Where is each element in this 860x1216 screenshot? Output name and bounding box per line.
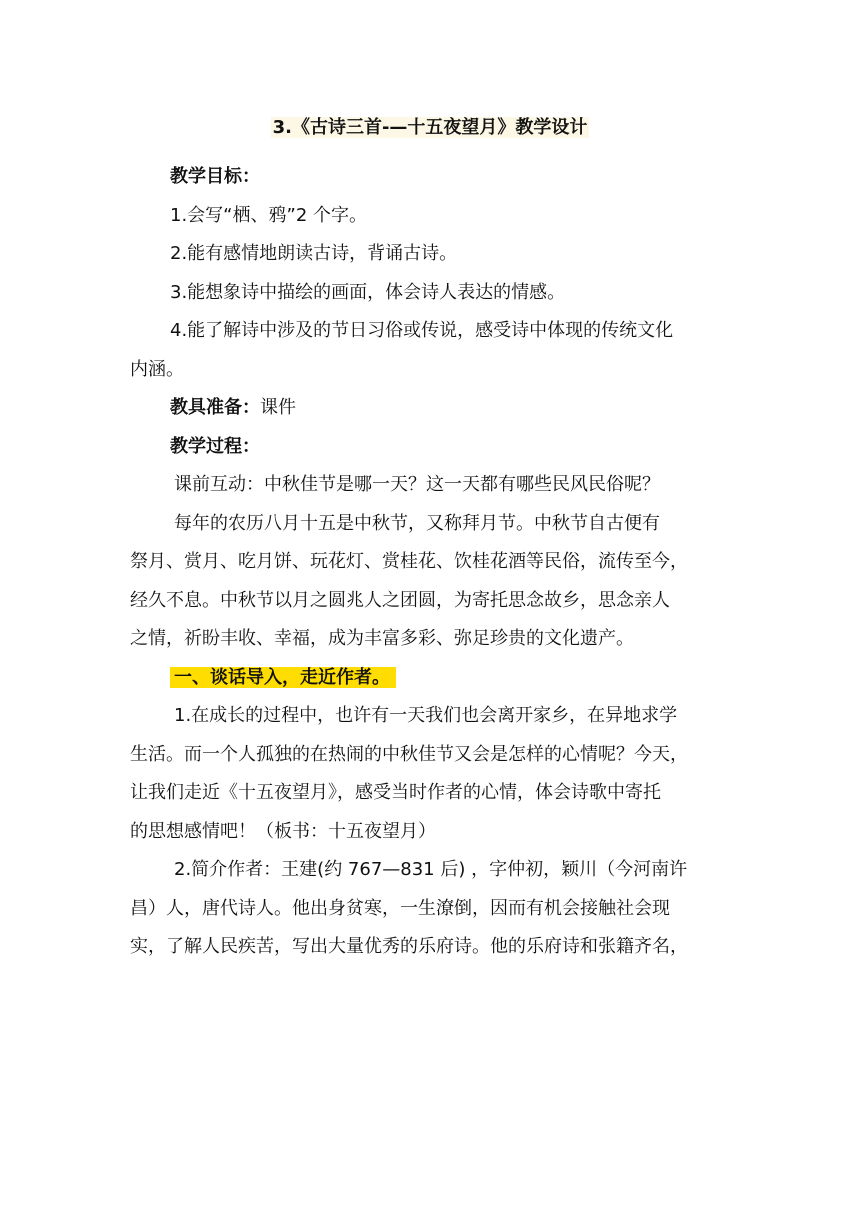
document-title (0, 115, 860, 141)
objective-item-4-line-1: 4.能了解诗中涉及的节日习俗或传说，感受诗中体现的传统文化 (170, 320, 674, 341)
section1-heading-line (130, 659, 740, 698)
objective-item-3: 3.能想象诗中描绘的画面，体会诗人表达的情感。 (170, 281, 566, 303)
preparation-value: 课件 (260, 397, 296, 418)
process-heading: 教学过程： (170, 435, 260, 457)
section1-para1-line-4: 的思想感情吧！（板书：十五夜望月） (130, 820, 436, 842)
interaction-line: 课前互动：中秋佳节是哪一天？这一天都有哪些民风民俗呢？ (174, 474, 660, 495)
document-body (130, 158, 740, 967)
objective-item-4-line-2: 内涵。 (130, 358, 184, 380)
section1-para2-line-3: 实，了解人民疾苦，写出大量优秀的乐府诗。他的乐府诗和张籍齐名， (130, 936, 688, 957)
objective-item-1: 1.会写“栖、鸦”2 个字。 (170, 204, 367, 226)
festival-line-2: 祭月、赏月、吃月饼、玩花灯、赏桂花、饮桂花酒等民俗，流传至今， (130, 551, 688, 572)
festival-line-1: 每年的农历八月十五是中秋节，又称拜月节。中秋节自古便有 (174, 512, 660, 534)
festival-line-4: 之情，祈盼丰收、幸福，成为丰富多彩、弥足珍贵的文化遗产。 (130, 628, 634, 649)
section1-para2-line-2: 昌）人，唐代诗人。他出身贫寒，一生潦倒，因而有机会接触社会现 (130, 897, 670, 919)
section1-para1-line-3: 让我们走近《十五夜望月》，感受当时作者的心情，体会诗歌中寄托 (130, 782, 661, 803)
preparation-label: 教具准备： (170, 397, 260, 418)
objectives-heading: 教学目标： (170, 166, 260, 187)
section1-para1-line-1: 1.在成长的过程中，也许有一天我们也会离开家乡，在异地求学 (174, 705, 678, 726)
section1-heading: 一、谈话导入，走近作者。 (170, 667, 396, 688)
title-text: 3.《古诗三首-—十五夜望月》教学设计 (272, 117, 588, 138)
festival-line-3: 经久不息。中秋节以月之圆兆人之团圆，为寄托思念故乡，思念亲人 (130, 589, 670, 611)
section1-para1-line-2: 生活。而一个人孤独的在热闹的中秋佳节又会是怎样的心情呢？今天， (130, 743, 688, 765)
objective-item-2: 2.能有感情地朗读古诗，背诵古诗。 (170, 243, 458, 264)
preparation-line (130, 389, 740, 428)
section1-para2-line-1: 2.简介作者：王建(约 767—831 后) ，字仲初，颖川（今河南许 (174, 859, 688, 880)
